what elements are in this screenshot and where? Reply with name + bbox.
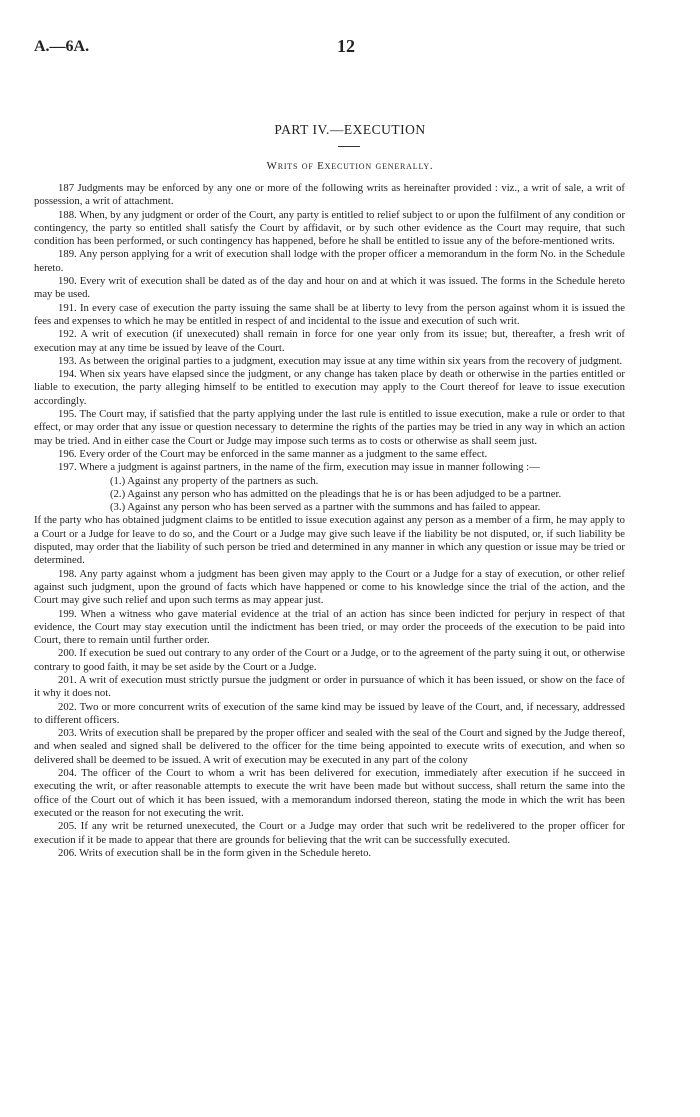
rule-189: 189. Any person applying for a writ of execution shall lodge with the proper officer a memorandum in the form No. in the Schedule hereto. <box>34 248 625 274</box>
rule-197-item-2: (2.) Against any person who has admitted on the pleadings that he is or has been adjudged to be a partner. <box>110 487 562 500</box>
rule-196: 196. Every order of the Court may be enforced in the same manner as a judgment to the same effect. <box>58 447 488 460</box>
rule-197: 197. Where a judgment is against partners, in the name of the firm, execution may issue in manner following :— <box>58 461 540 474</box>
rule-190: 190. Every writ of execution shall be dated as of the day and hour on and at which it was issued. The forms in the Schedule hereto may be used. <box>34 275 625 301</box>
rule-193: 193. As between the original parties to a judgment, execution may issue at any time within six years from the recovery of judgment. <box>58 354 623 367</box>
part-title: PART IV.—EXECUTION <box>274 122 426 137</box>
document-code: A.—6A. <box>34 38 90 55</box>
rule-191: 191. In every case of execution the party issuing the same shall be at liberty to levy from the person against whom it is issued the fees and expenses to which he may be entitled in respect of and incidental to the issue and execution of such writ. <box>34 301 625 327</box>
rule-197-continuation: If the party who has obtained judgment claims to be entitled to issue execution against any person as a member of a firm, he may apply to a Court or a Judge for leave to do so, and the Court or a Judge may give such leave if the liability be not disputed, or, if such liability be disputed, may order that the liability of such person be tried and determined in any manner in which any question or issue may be tried or determined. <box>34 514 625 567</box>
rule-195: 195. The Court may, if satisfied that the party applying under the last rule is entitled to issue execution, make a rule or order to that effect, or may order that any issue or question necessary to determine the rights of the parties may be tried in any way in which an action may be tried. And in either case the Court or Judge may impose such terms as to costs or otherwise as shall seem just. <box>34 408 625 447</box>
rule-202: 202. Two or more concurrent writs of execution of the same kind may be issued by leave of the Court, and, if necessary, addressed to different officers. <box>34 700 625 726</box>
rule-204: 204. The officer of the Court to whom a writ has been delivered for execution, immediately after execution if he succeed in executing the writ, or after reasonable attempts to execute the writ have been made but without success, shall return the same into the office of the Court out of which it has been issued, with a memorandum indorsed thereon, stating the mode in which the writ has been executed or the reason for not executing the writ. <box>34 767 625 819</box>
document-body <box>34 182 625 860</box>
page-number: 12 <box>337 36 355 56</box>
title-rule <box>338 146 360 147</box>
rule-194: 194. When six years have elapsed since the judgment, or any change has taken place by death or otherwise in the parties entitled or liable to execution, the party alleging himself to be entitled to execution may apply to the Court thereof for leave to issue execution accordingly. <box>34 368 625 407</box>
rule-205: 205. If any writ be returned unexecuted, the Court or a Judge may order that such writ be redelivered to the proper officer for execution if it be made to appear that there are grounds for believing that the writ can be successfully executed. <box>34 820 625 846</box>
rule-203: 203. Writs of execution shall be prepared by the proper officer and sealed with the seal of the Court and signed by the Judge thereof, and when sealed and signed shall be delivered to the officer for the time being appointed to execute writs of execution, and when so delivered shall be deemed to be issued. A writ of execution may be executed in any part of the colony <box>34 727 625 766</box>
rule-197-item-1: (1.) Against any property of the partners as such. <box>110 474 319 487</box>
rule-197-item-3: (3.) Against any person who has been served as a partner with the summons and has failed to appear. <box>110 501 541 514</box>
section-title: Writs of Execution generally. <box>266 160 434 172</box>
rule-201: 201. A writ of execution must strictly pursue the judgment or order in pursuance of which it has been issued, or show on the face of it why it does not. <box>34 673 625 700</box>
rule-206: 206. Writs of execution shall be in the form given in the Schedule hereto. <box>58 846 372 859</box>
rule-188: 188. When, by any judgment or order of the Court, any party is entitled to relief subject to or upon the fulfilment of any condition or contingency, the party so entitled shall satisfy the Court by affidavit, or by such other evidence as the Court may require, that such condition has been performed, or such contingency has happened, before he shall be entitled to issue any of the before-mentioned writs. <box>34 208 625 248</box>
rule-200: 200. If execution be sued out contrary to any order of the Court or a Judge, or to the agreement of the party suing it out, or otherwise contrary to good faith, it may be set aside by the Court or a Judge. <box>34 647 625 673</box>
rule-198: 198. Any party against whom a judgment has been given may apply to the Court or a Judge for a stay of execution, or other relief against such judgment, upon the ground of facts which have happened or come to his knowledge since the trial of the action, and the Court may give such relief and upon such terms as may appear just. <box>34 567 625 607</box>
rule-192: 192. A writ of execution (if unexecuted) shall remain in force for one year only from its issue; but, thereafter, a fresh writ of execution may at any time be issued by leave of the Court. <box>34 328 625 354</box>
rule-187: 187 Judgments may be enforced by any one or more of the following writs as hereinafter provided : viz., a writ of sale, a writ of possession, a writ of attachment. <box>34 182 625 208</box>
rule-199: 199. When a witness who gave material evidence at the trial of an action has since been indicted for perjury in respect of that evidence, the Court may stay execution until the indictment has been tried, or may order the proceeds of the execution to be paid into Court, there to remain until further order. <box>34 607 625 647</box>
